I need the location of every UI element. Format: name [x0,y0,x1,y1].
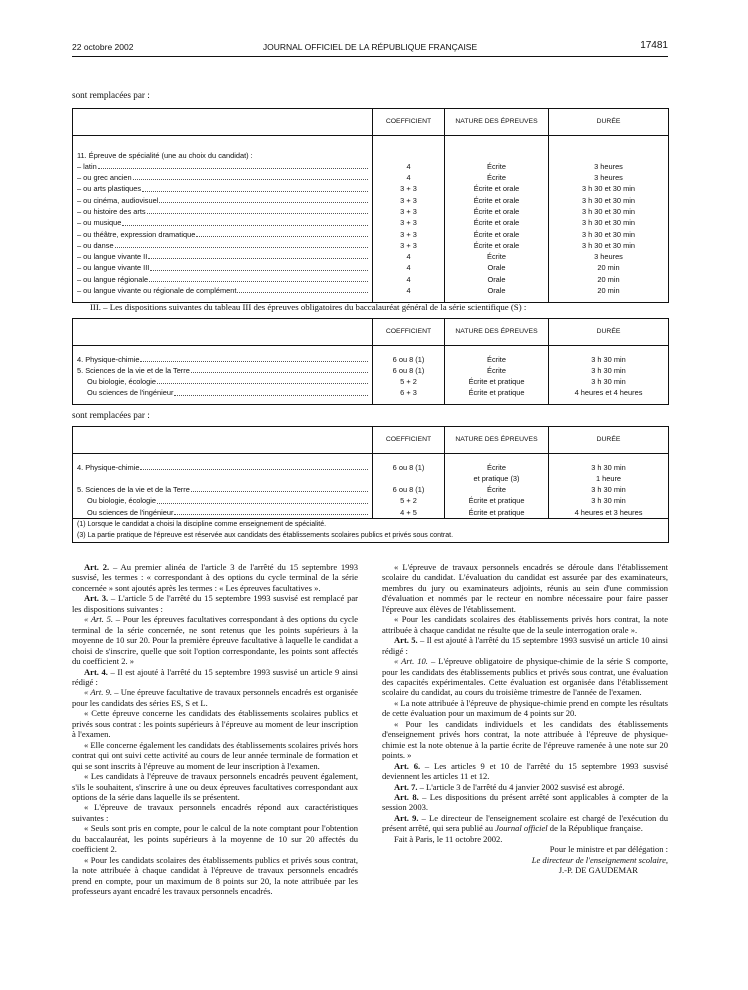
row-label: – ou histoire des arts [77,206,146,216]
header-page-number: 17481 [640,40,668,51]
signatory: J.-P. DE GAUDEMAR [558,865,638,876]
row-coefficient: 4 [373,274,445,285]
row-coefficient: 6 + 3 [373,387,445,398]
col-header-blank [73,109,373,136]
article-number: Art. 2. [84,562,110,572]
director-title: Le directeur de l'enseignement scolaire, [531,854,668,865]
row-label: – ou danse [77,240,114,250]
table-row [73,161,669,172]
row-nature: Écrite [445,251,549,262]
dot-leader [191,484,368,492]
col-header-coefficient: COEFFICIENT [373,427,445,454]
col-header-duree: DURÉE [549,427,669,454]
paragraph [72,771,358,802]
row-nature: Écrite [445,172,549,183]
paragraph [72,687,358,708]
row-label: Ou sciences de l'ingénieur [87,388,174,398]
row-label: Ou biologie, écologie [87,496,157,506]
paragraph [382,656,668,698]
intro-replaced-1: sont remplacées par : [72,90,150,100]
paragraph [382,813,668,834]
row-nature: Écrite [445,354,549,365]
row-coefficient: 6 ou 8 (1) [373,354,445,365]
paragraph-text: – L'article 3 de l'arrêté du 4 janvier 2002 susvisé est abrogé. [417,781,625,792]
row-label: – ou grec ancien [77,173,132,183]
article-quote-number: « Art. 5. [84,614,114,625]
table-row [73,462,669,485]
col-header-nature: NATURE DES ÉPREUVES [445,319,549,346]
paragraph-text: – Il est ajouté à l'arrêté du 15 septembre 1993 susvisé un article 9 ainsi rédigé : [72,666,358,687]
row-duree: 3 h 30 min [549,376,669,387]
row-duree: 3 h 30 et 30 min [549,206,669,217]
dot-leader [191,365,368,373]
row-nature: Écrite [445,484,549,495]
paragraph-text: – Les dispositions du présent arrêté sont applicables à compter de la session 2003. [382,791,669,813]
dot-leader [159,195,368,203]
row-nature: Orale [445,262,549,273]
col-header-duree: DURÉE [549,319,669,346]
dot-leader [147,206,368,214]
table-row [73,376,669,387]
row-duree: 3 h 30 et 30 min [549,217,669,228]
row-duree: 4 heures et 4 heures [549,387,669,398]
paragraph [72,855,358,897]
row-nature-2: et pratique (3) [473,473,520,483]
table-row [73,183,669,194]
paragraph [382,635,668,656]
row-duree-2: 1 heure [595,473,622,483]
row-label: Ou biologie, écologie [87,377,157,387]
paragraph [382,614,668,635]
paragraph [72,802,358,823]
row-nature: Écrite et pratique [445,507,549,519]
row-nature: Orale [445,274,549,285]
paragraph-tail: de la République française. [547,823,643,834]
row-label: – ou arts plastiques [77,184,142,194]
intro-replaced-2: sont remplacées par : [72,410,150,420]
row-nature: Écrite et pratique [445,387,549,398]
table-footnotes [73,518,669,542]
row-duree: 3 h 30 min [549,354,669,365]
section-3-heading: III. – Les dispositions suivantes du tableau III des épreuves obligatoires du baccalauréat général de la série scientifique (S) : [90,302,527,312]
paragraph-text: « Elle concerne également les candidats des établissements scolaires privés hors contrat qui ont suivi cette activité au cours de leur année terminale de formation et qui se sont inscrits à l'épreuve au moment de leur inscription à l'examen. [72,739,358,771]
table-old-s [72,318,669,405]
footnote: (3) La partie pratique de l'épreuve est réservée aux candidats des établissements scolaires publics et privés sous contrat. [77,532,454,540]
paragraph [382,698,668,719]
paragraph-text: – Au premier alinéa de l'article 3 de l'arrêté du 15 septembre 1993 susvisé, les termes : « correspondant à des options du cycle terminal de la série concernée » sont ajoutés après les termes : « Les épreuves facultatives ». [72,562,358,593]
row-coefficient: 6 ou 8 (1) [373,365,445,376]
row-nature: Écrite et orale [445,229,549,240]
paragraph-text: – Une épreuve facultative de travaux personnels encadrés est organisée pour les candidats des séries ES, S et L. [72,687,358,708]
paragraph-text: « La note attribuée à l'épreuve de physique-chimie prend en compte les résultats de cette évaluation pour un maximum de 4 points sur 20. [382,697,668,719]
left-text-column [72,562,358,897]
table-row [73,387,669,398]
row-label: – ou langue vivante II [77,252,148,262]
row-duree: 3 heures [549,251,669,262]
dot-leader [157,376,368,384]
paragraph-text: – Le directeur de l'enseignement scolaire est chargé de l'exécution du présent arrêté, qui sera publié au [382,812,669,834]
table-row [73,229,669,240]
paragraph-text: – Pour les épreuves facultatives correspondant à des options du cycle terminal de la série concernée, ne sont retenus que les points supérieurs à la moyenne de 10 sur 20. Pour la première épreuve facultative à laquelle le candidat a choisi de s'inscrire, quelle que soit l'option correspondante, les points sont affectés du coefficient 2. » [72,614,358,667]
paragraph-text: « L'épreuve de travaux personnels encadrés répond aux caractéristiques suivantes : [72,802,358,823]
row-label: 4. Physique-chimie [77,462,140,472]
row-duree: 3 heures [549,172,669,183]
row-duree: 20 min [549,262,669,273]
paragraph-text: « Pour les candidats individuels et les candidats des établissements d'enseignement privés hors contrat, la note attribuée à l'épreuve de physique-chimie est la note obtenue à la partie écrite de l'épreuve ramenée à une note sur 20 points. » [382,718,668,761]
row-nature: Écrite [487,462,506,472]
row-label: – ou langue régionale [77,274,149,284]
article-quote-number: « Art. 10. [394,656,428,667]
row-nature: Écrite [445,365,549,376]
row-duree: 3 h 30 min [549,365,669,376]
row-label: – ou musique [77,218,122,228]
row-nature: Écrite et pratique [445,495,549,506]
paragraph-text: « Les candidats à l'épreuve de travaux personnels encadrés peuvent également, s'ils le souhaitent, s'inscrire à une ou deux épreuves facultatives correspondant aux options de la série dans laquelle ils se présentent. [72,771,358,802]
row-duree: 3 h 30 et 30 min [549,195,669,206]
paragraph [72,740,358,771]
paragraph-text: – L'épreuve obligatoire de physique-chimie de la série S comporte, pour les candidats des établissements publics et privés sous contrat, une évaluation des capacités expérimentales. Cette évaluation est organisée dans l'établissement scolaire du candidat, au cours du troisième trimestre de l'année de l'examen. [382,656,668,698]
table-row [73,262,669,273]
row-coefficient: 6 ou 8 (1) [373,462,445,485]
dot-leader [174,507,368,515]
paragraph-text: « Pour les candidats scolaires des établissements publics et privés sous contrat, la note attribuée à chaque candidat à l'épreuve de travaux personnels encadrés prend en compte, pour un maximum de 8 points sur 20, la note attribuée par les professeurs ayant encadré les travaux personnels encadrés. [72,854,358,897]
page-header [72,40,668,56]
dot-leader [196,229,368,237]
dot-leader [157,495,368,503]
table-row [73,240,669,251]
col-header-nature: NATURE DES ÉPREUVES [445,427,549,454]
row-coefficient: 3 + 3 [373,183,445,194]
header-date: 22 octobre 2002 [72,42,134,52]
dot-leader [115,240,368,248]
dot-leader [133,172,368,180]
row-duree: 20 min [549,285,669,296]
row-nature: Écrite [445,161,549,172]
paragraph [382,761,668,782]
table-new-s [72,426,669,543]
paragraph [72,823,358,854]
paragraph [72,562,358,593]
row-coefficient: 5 + 2 [373,376,445,387]
table-row [73,172,669,183]
paragraph [382,782,668,792]
row-duree: 20 min [549,274,669,285]
dot-leader [174,387,368,395]
paragraph-text: « Seuls sont pris en compte, pour le calcul de la note comptant pour l'obtention du baccalauréat, les points supérieurs à la moyenne de 10 sur 20 affectés du coefficient 2. [72,823,358,855]
article-number: Art. 8. [394,791,419,802]
article-quote-number: « Art. 9. [84,687,113,698]
paragraph-italic: Journal officiel [495,823,548,834]
table-row [73,217,669,228]
row-nature: Écrite et orale [445,195,549,206]
paragraph-text: « Pour les candidats scolaires des établissements privés hors contrat, la note attribuée à chaque candidat ne résulte que de la seule interrogation orale ». [382,614,668,635]
row-coefficient: 6 ou 8 (1) [373,484,445,495]
table-specialite [72,108,669,303]
col-header-blank [73,427,373,454]
table-row [73,285,669,296]
dot-leader [122,217,368,225]
row-coefficient: 4 [373,251,445,262]
dot-leader [149,274,368,282]
col-header-duree: DURÉE [549,109,669,136]
dot-leader [148,251,368,259]
row-nature: Orale [445,285,549,296]
dot-leader [150,262,368,270]
row-duree: 4 heures et 3 heures [549,507,669,519]
article-number: Art. 9. [394,812,419,823]
row-coefficient: 3 + 3 [373,206,445,217]
paragraph [72,593,358,614]
row-coefficient: 4 [373,161,445,172]
row-duree: 3 h 30 min [591,462,626,472]
paragraph [72,614,358,666]
row-coefficient: 4 + 5 [373,507,445,519]
footnote: (1) Lorsque le candidat a choisi la discipline comme enseignement de spécialité. [77,520,327,528]
row-nature: Écrite et pratique [445,376,549,387]
paragraph [72,667,358,688]
row-coefficient: 5 + 2 [373,495,445,506]
row-duree: 3 h 30 min [549,495,669,506]
table-row [73,484,669,495]
table-row [73,365,669,376]
table-row [73,251,669,262]
paragraph [382,562,668,614]
paragraph [72,708,358,739]
row-label: 4. Physique-chimie [77,354,140,364]
row-duree: 3 h 30 et 30 min [549,240,669,251]
table-title: 11. Épreuve de spécialité (une au choix du candidat) : [73,150,373,161]
paragraph [382,792,668,813]
row-nature: Écrite et orale [445,206,549,217]
table-row [73,274,669,285]
table-row [73,354,669,365]
dot-leader [140,354,368,362]
article-number: Art. 3. [84,593,109,604]
header-rule [72,56,668,57]
paragraph [382,719,668,761]
row-nature: Écrite et orale [445,240,549,251]
article-number: Art. 4. [84,666,108,677]
row-coefficient: 4 [373,262,445,273]
row-duree: 3 heures [549,161,669,172]
row-nature: Écrite et orale [445,217,549,228]
row-coefficient: 3 + 3 [373,217,445,228]
row-label: – ou cinéma, audiovisuel [77,195,159,205]
row-duree: 3 h 30 min [549,484,669,495]
place-date: Fait à Paris, le 11 octobre 2002. [394,833,503,844]
row-label: – ou théâtre, expression dramatique [77,229,196,239]
row-label: 5. Sciences de la vie et de la Terre [77,485,190,495]
dot-leader [98,161,368,169]
row-coefficient: 3 + 3 [373,240,445,251]
row-nature: Écrite et orale [445,183,549,194]
article-number: Art. 7. [394,781,418,792]
row-label: – latin [77,161,97,171]
dot-leader [142,183,368,191]
row-label: Ou sciences de l'ingénieur [87,507,174,517]
row-label: – ou langue vivante III [77,263,150,273]
table-row [73,495,669,506]
col-header-coefficient: COEFFICIENT [373,109,445,136]
right-text-column [382,562,668,876]
row-duree: 3 h 30 et 30 min [549,183,669,194]
table-row [73,206,669,217]
article-number: Art. 5. [394,635,418,646]
paragraph-text: – Les articles 9 et 10 de l'arrêté du 15 septembre 1993 susvisé deviennent les articles 11 et 12. [382,760,668,782]
col-header-coefficient: COEFFICIENT [373,319,445,346]
table-row [73,507,669,519]
dot-leader [237,285,368,293]
paragraph-text: – L'article 5 de l'arrêté du 15 septembre 1993 susvisé est remplacé par les dispositions suivantes : [72,593,359,614]
row-coefficient: 3 + 3 [373,195,445,206]
row-coefficient: 3 + 3 [373,229,445,240]
row-duree: 3 h 30 et 30 min [549,229,669,240]
row-label: – ou langue vivante ou régionale de complément [77,286,237,296]
row-coefficient: 4 [373,285,445,296]
paragraph-text: – Il est ajouté à l'arrêté du 15 septembre 1993 susvisé un article 10 ainsi rédigé : [382,635,669,656]
col-header-nature: NATURE DES ÉPREUVES [445,109,549,136]
article-number: Art. 6. [394,760,421,771]
table-row [73,195,669,206]
paragraph-text: « L'épreuve de travaux personnels encadrés se déroule dans l'établissement scolaire du candidat. L'évaluation du candidat est assurée par des examinateurs, membres du jury ou examinateurs adjoints, réunis au sein d'une commission d'évaluation et nommés par le recteur en nombre nécessaire pour faire passer l'épreuve aux élèves de l'établissement. [382,562,668,614]
paragraph-text: « Cette épreuve concerne les candidats des établissements scolaires publics et privés sous contrat : les points supérieurs à l'épreuve au moment de leur inscription à l'examen. [72,708,358,740]
col-header-blank [73,319,373,346]
row-label: 5. Sciences de la vie et de la Terre [77,365,190,375]
row-coefficient: 4 [373,172,445,183]
for-minister: Pour le ministre et par délégation : [549,844,668,855]
header-journal-title: JOURNAL OFFICIEL DE LA RÉPUBLIQUE FRANÇAISE [262,42,478,52]
